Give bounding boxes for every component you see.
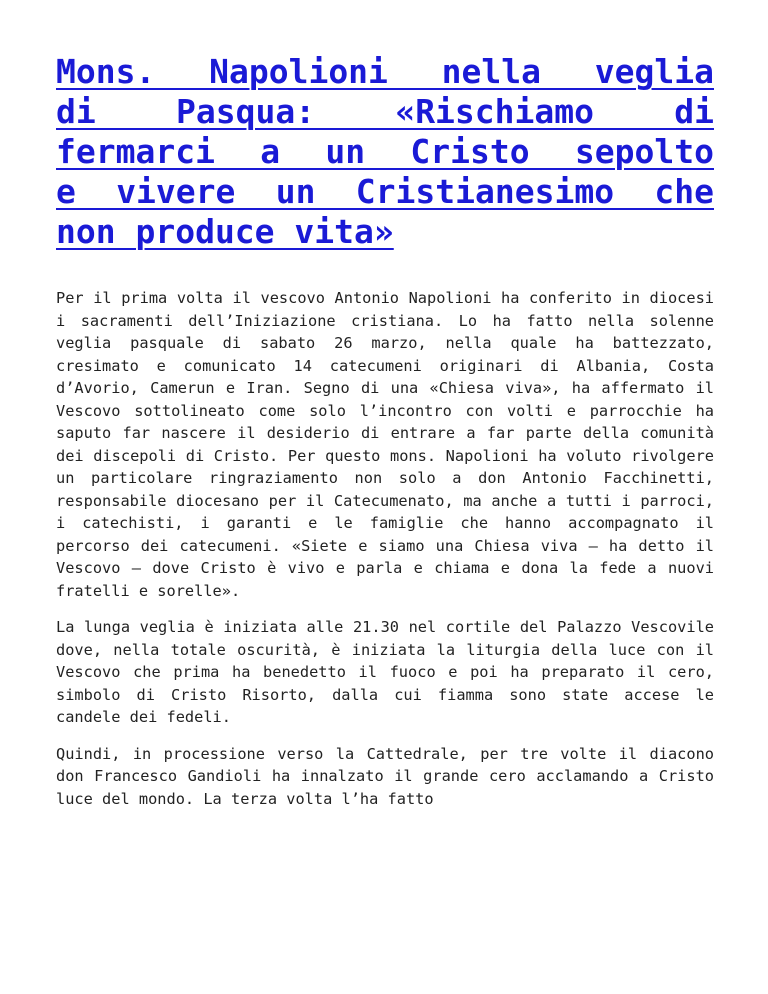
title-line: non produce vita» — [56, 212, 394, 251]
title-line: fermarci a un Cristo sepolto — [56, 132, 714, 171]
title-line: di Pasqua: «Rischiamo di — [56, 92, 714, 131]
article-paragraph: Quindi, in processione verso la Cattedrale, per tre volte il diacono don Francesco Gandioli ha innalzato il grande cero acclamando a Cristo luce del mondo. La terza volta l’ha fatto — [56, 744, 714, 808]
article-paragraph: La lunga veglia è iniziata alle 21.30 nel cortile del Palazzo Vescovile dove, nella totale oscurità, è iniziata la liturgia della luce con il Vescovo che prima ha benedetto il fuoco e poi ha preparato il cero, simbolo di Cristo Risorto, dalla cui fiamma sono state accese le candele dei fedeli. — [56, 618, 714, 726]
article-paragraph: Per il prima volta il vescovo Antonio Napolioni ha conferito in diocesi i sacramenti dell’Iniziazione cristiana. Lo ha fatto nella solenne veglia pasquale di sabato 26 marzo, nella quale ha battezzato, cresimato e comunicato 14 catecumeni originari di Albania, Costa d’Avorio, Camerun e Iran. Segno di una «Chiesa viva», ha affermato il Vescovo sottolineato come solo l’incontro con volti e parrocchie ha saputo far nascere il desiderio di entrare a far parte della comunità dei discepoli di Cristo. Per questo mons. Napolioni ha voluto rivolgere un particolare ringraziamento non solo a don Antonio Facchinetti, responsabile diocesano per il Catecumenato, ma anche a tutti i parroci, i catechisti, i garanti e le famiglie che hanno accompagnato il percorso dei catecumeni. «Siete e siamo una Chiesa viva – ha detto il Vescovo – dove Cristo è vivo e parla e chiama e dona la fede a nuovi fratelli e sorelle». — [56, 289, 714, 600]
article-title-link[interactable] — [56, 52, 714, 252]
article-body — [56, 287, 714, 810]
title-line: Mons. Napolioni nella veglia — [56, 52, 714, 91]
article — [56, 52, 714, 824]
article-title — [56, 52, 714, 252]
title-line: e vivere un Cristianesimo che — [56, 172, 714, 211]
